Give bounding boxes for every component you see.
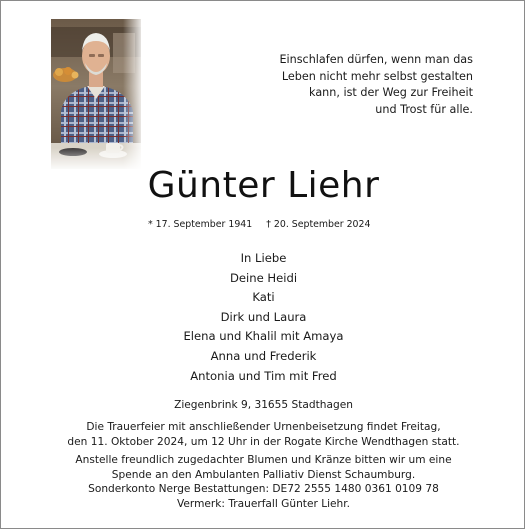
quote-line: Einschlafen dürfen, wenn man das [279, 53, 473, 66]
quote-line: kann, ist der Weg zur Freiheit [309, 86, 473, 99]
mourners-list [1, 249, 525, 386]
donation-info [1, 453, 525, 511]
deceased-name: Günter Liehr [147, 165, 380, 206]
mourners-line: Kati [252, 290, 275, 305]
portrait-photo [51, 19, 141, 169]
ceremony-info [1, 420, 525, 449]
donation-line: Spende an den Ambulanten Palliativ Dienst Schaumburg. [111, 468, 416, 481]
donation-line: Anstelle freundlich zugedachter Blumen und Kränze bitten wir um eine [75, 454, 452, 466]
donation-line: Sonderkonto Nerge Bestattungen: DE72 2555 1480 0361 0109 78 [88, 483, 439, 496]
ceremony-line: den 11. Oktober 2024, um 12 Uhr in der Rogate Kirche Wendthagen statt. [67, 435, 460, 448]
mourners-line: Anna und Frederik [210, 348, 317, 363]
life-dates [148, 219, 370, 230]
mourners-line: Deine Heidi [229, 270, 298, 285]
donation-line: Vermerk: Trauerfall Günter Liehr. [176, 497, 351, 510]
memorial-quote [213, 52, 473, 118]
quote-line: und Trost für alle. [375, 102, 473, 116]
birth-date: * 17. September 1941 [148, 219, 253, 230]
mourners-line: Elena und Khalil mit Amaya [183, 329, 344, 344]
mourners-line: In Liebe [240, 251, 287, 265]
mourners-line: Dirk und Laura [220, 309, 307, 324]
ceremony-line: Die Trauerfeier mit anschließender Urnenbeisetzung findet Freitag, [86, 421, 441, 433]
mourners-line: Antonia und Tim mit Fred [190, 368, 337, 383]
death-date: † 20. September 2024 [266, 219, 371, 230]
family-address: Ziegenbrink 9, 31655 Stadthagen [174, 399, 353, 411]
quote-line: Leben nicht mehr selbst gestalten [281, 69, 473, 83]
